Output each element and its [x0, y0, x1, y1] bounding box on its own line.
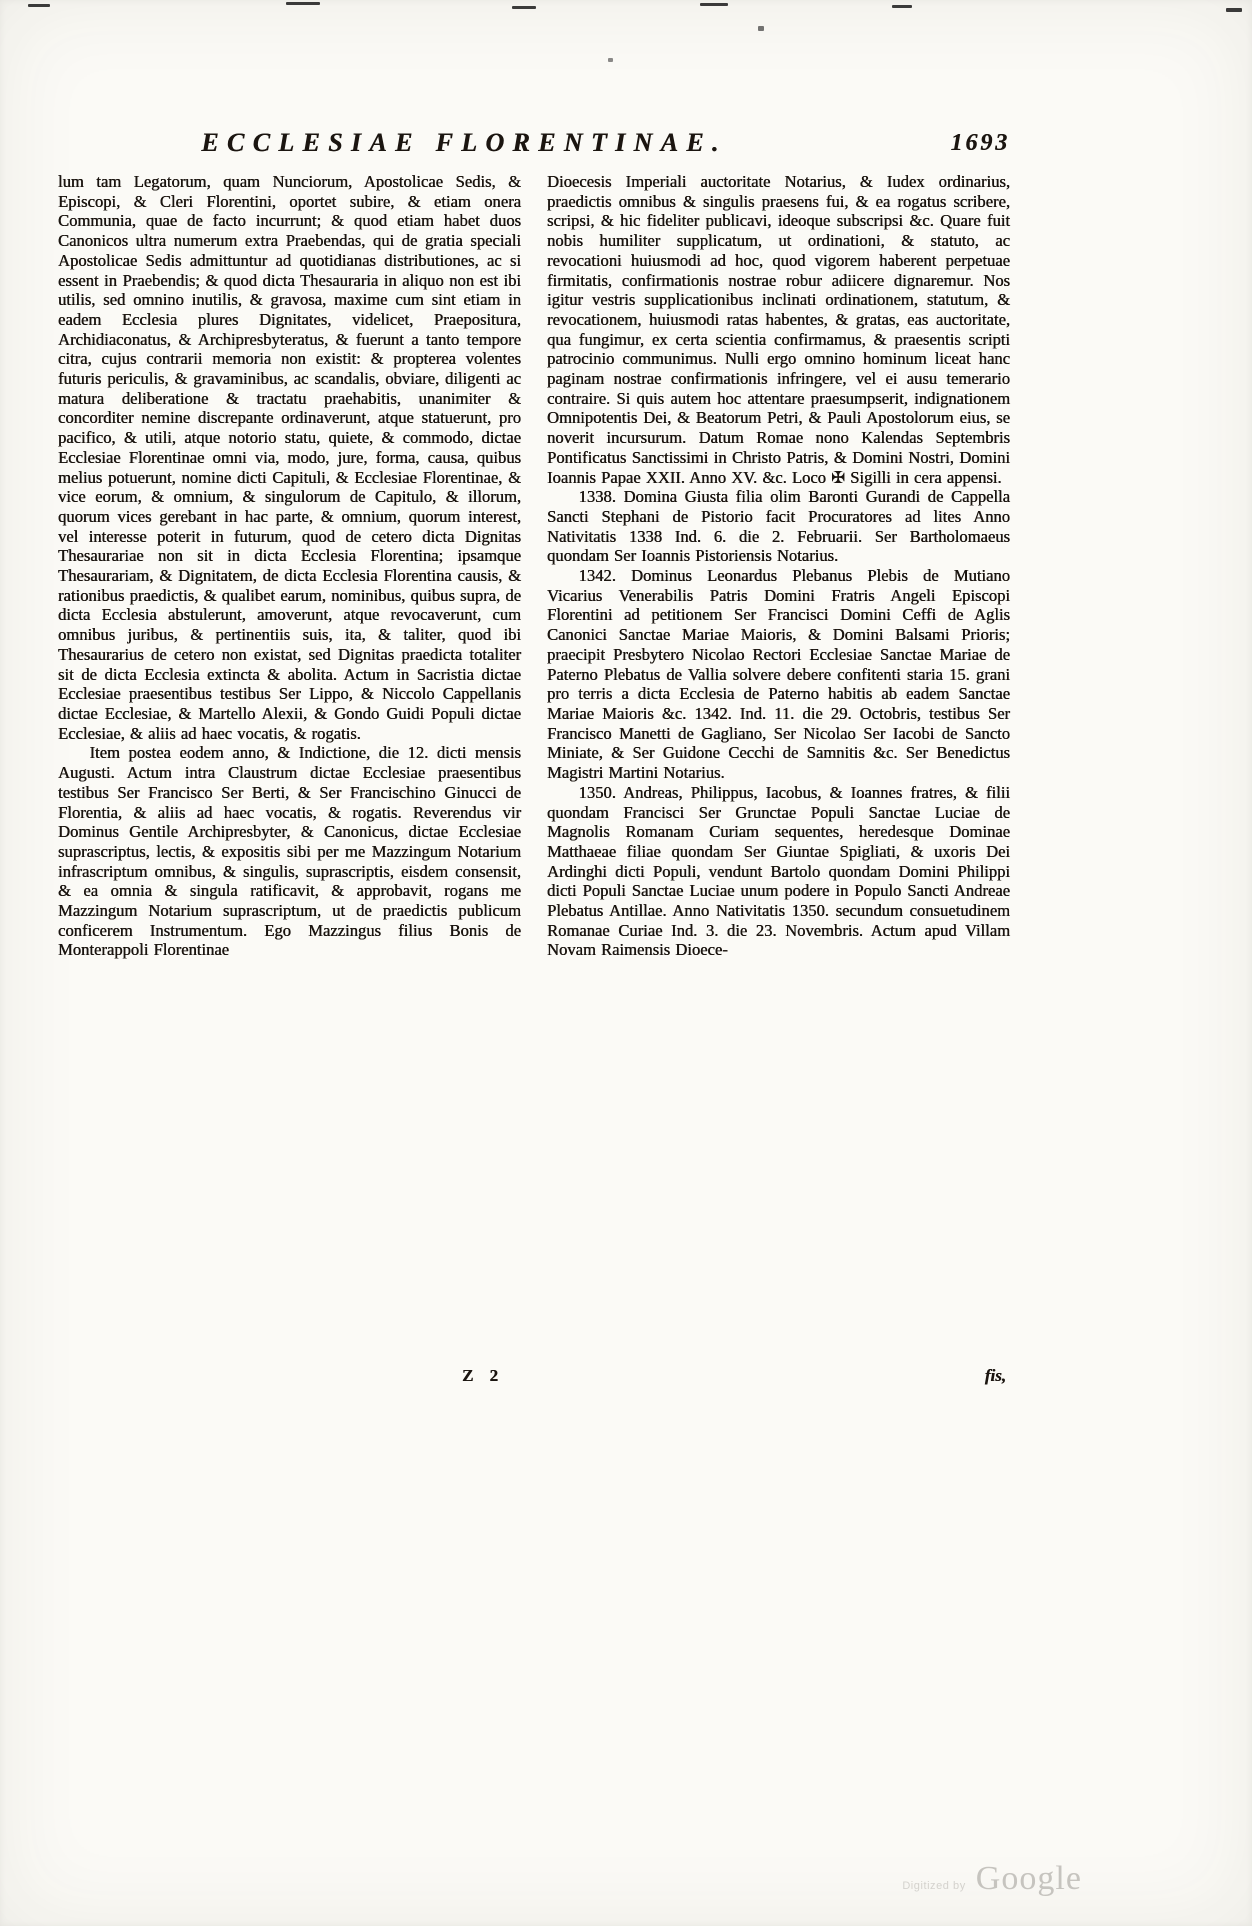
footer-line: [58, 1366, 1010, 1390]
scan-artifact-mark: [758, 26, 764, 31]
text-block: [58, 172, 1010, 960]
right-column: [547, 172, 1010, 960]
paragraph: Item postea eodem anno, & Indictione, die 12. dicti mensis Augusti. Actum intra Claustrum dictae Ecclesiae praesentibus testibus Ser Francisco Ser Berti, & Ser Francischino Ginucci de Florentia, & aliis ad haec vocatis, & rogatis. Reverendus vir Dominus Gentile Archipresbyter, & Canonicus, dictae Ecclesiae suprascriptus, lectis, & expositis sibi per me Mazzingum Notarium infrascriptum omnibus, & singulis, suprascriptis, eisdem consensit, & ea omnia & singula ratificavit, & approbavit, rogans me Mazzingum Notarium suprascriptum, ut de praedictis publicum conficerem Instrumentum. Ego Mazzingus filius Bonis de Monterappoli Florentinae: [58, 743, 521, 960]
paragraph: Dioecesis Imperiali auctoritate Notarius, & Iudex ordinarius, praedictis omnibus & singulis praesens fui, & ea rogatus scribere, scripsi, & hic fideliter publicavi, ideoque subscripsi &c. Quare fuit nobis humiliter supplicatum, ut ordinationi, & statuto, ac revocationi huiusmodi ad hoc, quod vigorem haberent perpetuae firmitatis, confirmationis nostrae robur adiicere dignaremur. Nos igitur vestris supplicationibus inclinati ordinationem, statutum, & revocationem, huiusmodi ratas habentes, & gratas, eas auctoritate, qua fungimur, ex certa scientia confirmamus, & praesentis scripti patrocinio communimus. Nulli ergo omnino hominum liceat hanc paginam nostrae confirmationis infringere, vel ei ausu temerario contraire. Si quis autem hoc attentare praesumpserit, indignationem Omnipotentis Dei, & Beatorum Petri, & Pauli Apostolorum eius, se noverit incursurum. Datum Romae nono Kalendas Septembris Pontificatus Sanctissimi in Christo Patris, & Domini Nostri, Domini Ioannis Papae XXII. Anno XV. &c. Loco ✠ Sigilli in cera appensi.: [547, 172, 1010, 487]
paragraph: 1350. Andreas, Philippus, Iacobus, & Ioannes fratres, & filii quondam Francisci Ser Grunctae Populi Sanctae Luciae de Magnolis Romanam Curiam sequentes, heredesque Dominae Matthaeae filiae quondam Ser Giuntae Spigliati, & uxoris Dei Ardinghi dicti Populi, vendunt Bartolo quondam Domini Philippi dicti Populi Sanctae Luciae unum podere in Populo Sancti Andreae Plebatus Antillae. Anno Nativitatis 1350. secundum consuetudinem Romanae Curiae Ind. 3. die 23. Novembris. Actum apud Villam Novam Raimensis Dioece-: [547, 782, 1010, 960]
scan-artifact-mark: [892, 5, 912, 8]
running-head: [58, 128, 1010, 168]
digitization-watermark: [902, 1860, 1082, 1898]
scan-artifact-mark: [512, 6, 536, 9]
left-column: [58, 172, 521, 960]
scan-artifact-mark: [286, 2, 320, 5]
paragraph: lum tam Legatorum, quam Nunciorum, Apostolicae Sedis, & Episcopi, & Cleri Florentini, oportet subire, & etiam onera Communia, quae de facto incurrunt; & quod etiam habet duos Canonicos ultra numerum extra Praebendas, qui de gratia speciali Apostolicae Sedis admittuntur ad quotidianas distributiones, ac si essent in Praebendis; & quod dicta Thesauraria in aliquo non est ibi utilis, sed omnino inutilis, & gravosa, maxime cum sint etiam in eadem Ecclesia plures Dignitates, videlicet, Praepositura, Archidiaconatus, & Archipresbyteratus, & fuerunt a tanto tempore citra, cujus contrarii memoria non existit: & propterea volentes futuris periculis, & gravaminibus, ac scandalis, obviare, diligenti ac matura deliberatione & tractatu praehabitis, unanimiter & concorditer nemine discrepante ordinaverunt, atque statuerunt, pro pacifico, & utili, atque notorio statu, quiete, & commodo, dictae Ecclesiae Florentinae omni via, modo, jure, forma, causa, quibus melius potuerunt, nomine dicti Capituli, & Ecclesiae Florentinae, & vice eorum, & omnium, & singulorum de Capitulo, & illorum, quorum vices gerebant in hac parte, & omnium, quorum interest, vel interesse poterit in futurum, quod de cetero dicta Dignitas Thesaurariae non sit in dicta Ecclesia Florentina; ipsamque Thesaurariam, & Dignitatem, de dicta Ecclesia Florentina causis, & rationibus praedictis, & qualibet earum, nominibus, quibus supra, de dicta Ecclesia abstulerunt, amoverunt, atque revocaverunt, cum omnibus juribus, & pertinentiis suis, ita, & taliter, quod ibi Thesaurarius de cetero non existat, sed Dignitas praedicta totaliter sit de dicta Ecclesia extincta & abolita. Actum in Sacristia dictae Ecclesiae praesentibus testibus Ser Lippo, & Niccolo Cappellanis dictae Ecclesiae, & Martello Alexii, & Gondo Guidi Populi dictae Ecclesiae, & aliis ad haec vocatis, & rogatis.: [58, 172, 521, 743]
paragraph: 1338. Domina Giusta filia olim Baronti Gurandi de Cappella Sancti Stephani de Pistorio facit Procuratores ad lites Anno Nativitatis 1338 Ind. 6. die 2. Februarii. Ser Bartholomaeus quondam Ser Ioannis Pistoriensis Notarius.: [547, 487, 1010, 566]
google-watermark-logo: Google: [975, 1860, 1082, 1897]
page-number: 1693: [950, 130, 1010, 156]
watermark-caption: Digitized by: [902, 1880, 966, 1892]
scan-artifact-mark: [1226, 8, 1242, 12]
scan-artifact-mark: [700, 3, 728, 6]
catchword: fis,: [984, 1366, 1006, 1385]
scan-artifact-mark: [28, 4, 50, 7]
page-title: ECCLESIAE FLORENTINAE.: [201, 128, 727, 157]
signature-mark: Z 2: [462, 1366, 504, 1385]
scan-artifact-mark: [608, 58, 613, 62]
paragraph: 1342. Dominus Leonardus Plebanus Plebis de Mutiano Vicarius Venerabilis Patris Domini Fratris Angeli Episcopi Florentini ad petitionem Ser Francisci Domini Ceffi de Aglis Canonici Sanctae Mariae Maioris, & Domini Balsami Prioris; praecipit Presbytero Nicolao Rectori Ecclesiae Sanctae Mariae de Paterno Plebatus de Vallia solvere debere confitenti staria 15. grani pro terris a dicta Ecclesia de Paterno habitis ab eadem Sanctae Mariae Maioris &c. 1342. Ind. 11. die 29. Octobris, testibus Ser Francisco Manetti de Gagliano, Ser Nicolao Ser Iacobi de Sancto Miniate, & Ser Guidone Cecchi de Samnitis &c. Ser Benedictus Magistri Martini Notarius.: [547, 566, 1010, 783]
